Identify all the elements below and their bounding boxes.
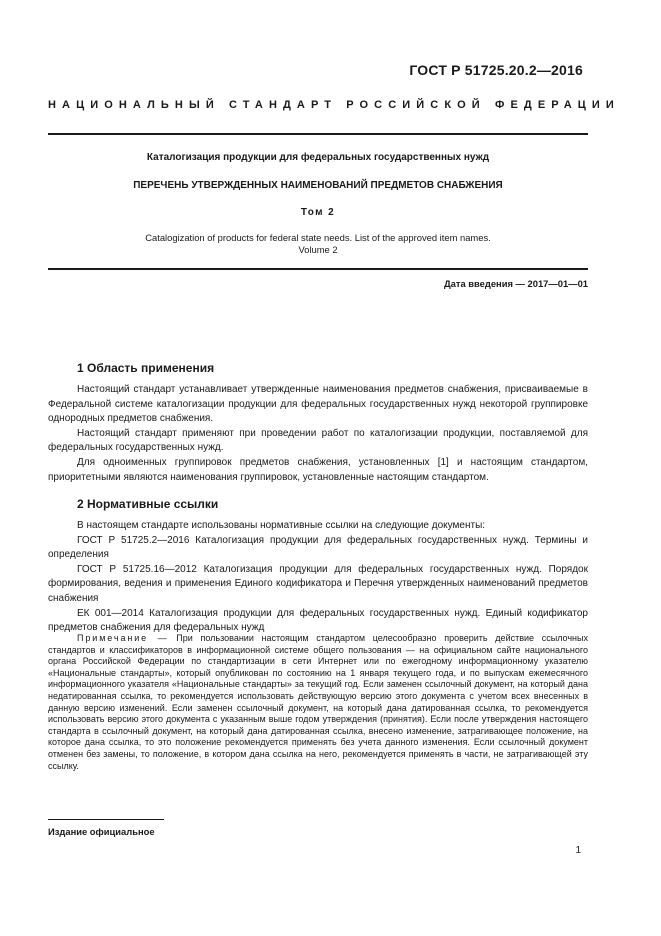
national-standard-heading: НАЦИОНАЛЬНЫЙ СТАНДАРТ РОССИЙСКОЙ ФЕДЕРАЦИИ [48, 99, 620, 111]
english-title-line1: Catalogization of products for federal state needs. List of the approved item names. [145, 232, 491, 243]
section1-body [48, 383, 588, 485]
english-title-line2: Volume 2 [298, 244, 338, 255]
section1-paragraph: Настоящий стандарт устанавливает утвержденные наименования предметов снабжения, присваиваемые в Федеральной системе каталогизации продукции для федеральных государственных нужд некоторой группировке однородных предметов снабжения. [48, 384, 588, 425]
introduction-date: Дата введения — 2017—01—01 [443, 278, 588, 289]
title-divider [48, 268, 588, 270]
footer-divider [48, 819, 164, 820]
section2-title: 2 Нормативные ссылки [77, 497, 219, 511]
section2-body [48, 519, 588, 636]
main-title: ПЕРЕЧЕНЬ УТВЕРЖДЕННЫХ НАИМЕНОВАНИЙ ПРЕДМЕТОВ СНАБЖЕНИЯ [133, 180, 503, 191]
edition-label: Издание официальное [48, 826, 155, 837]
normative-reference: ГОСТ Р 51725.2—2016 Каталогизация продукции для федеральных государственных нужд. Термины и определения [48, 534, 588, 561]
section1-title: 1 Область применения [77, 361, 215, 375]
top-divider [48, 133, 588, 135]
note-text: При пользовании настоящим стандартом целесообразно проверить действие ссылочных стандартов и классификаторов в информационной системе общего пользования — на официальном сайте национального органа Российской Федерации по стандартизации в сети Интернет или по ежегодному информационному указателю «Национальные стандарты», который опубликован по состоянию на 1 января текущего года, и по выпускам ежемесячного информационного указателя «Национальные стандарты» за текущий год. Если заменен ссылочный документ, на который дана недатированная ссылка, то рекомендуется использовать действующую версию этого документа с учетом всех внесенных в данную версию изменений. Если заменен ссылочный документ, на который дана датированная ссылка, то рекомендуется использовать версию этого документа с указанным выше годом утверждения (принятия). Если после утверждения настоящего стандарта в ссылочный документ, на который дана датированная ссылка, внесено изменение, затрагивающее положение, на которое дана ссылка, то это положение рекомендуется применять без учета данного изменения. Если ссылочный документ отменен без замены, то положение, в котором дана ссылка на него, рекомендуется применять в части, не затрагивающей эту ссылку. [48, 633, 588, 771]
english-title [48, 232, 588, 256]
section2-paragraph: В настоящем стандарте использованы нормативные ссылки на следующие документы: [77, 520, 486, 531]
section2-note [48, 633, 588, 772]
normative-reference: ГОСТ Р 51725.16—2012 Каталогизация продукции для федеральных государственных нужд. Порядок формирования, ведения и применения Единого кодификатора и Перечня утвержденных наименований предметов снабжения [48, 563, 588, 604]
series-title: Каталогизация продукции для федеральных государственных нужд [146, 152, 490, 163]
note-label: Примечание — [77, 633, 169, 643]
page-number: 1 [575, 845, 581, 856]
standard-code: ГОСТ Р 51725.20.2—2016 [409, 62, 583, 78]
section1-paragraph: Для одноименных группировок предметов снабжения, установленных [1] и настоящим стандартом, приоритетными являются наименования группировок, установленные настоящим стандартом. [48, 456, 588, 483]
normative-reference: ЕК 001—2014 Каталогизация продукции для федеральных государственных нужд. Единый кодификатор предметов снабжения для федеральных нужд [48, 607, 588, 634]
volume-label: Том 2 [300, 207, 336, 218]
section1-paragraph: Настоящий стандарт применяют при проведении работ по каталогизации продукции, поставляемой для федеральных государственных нужд. [48, 427, 588, 454]
